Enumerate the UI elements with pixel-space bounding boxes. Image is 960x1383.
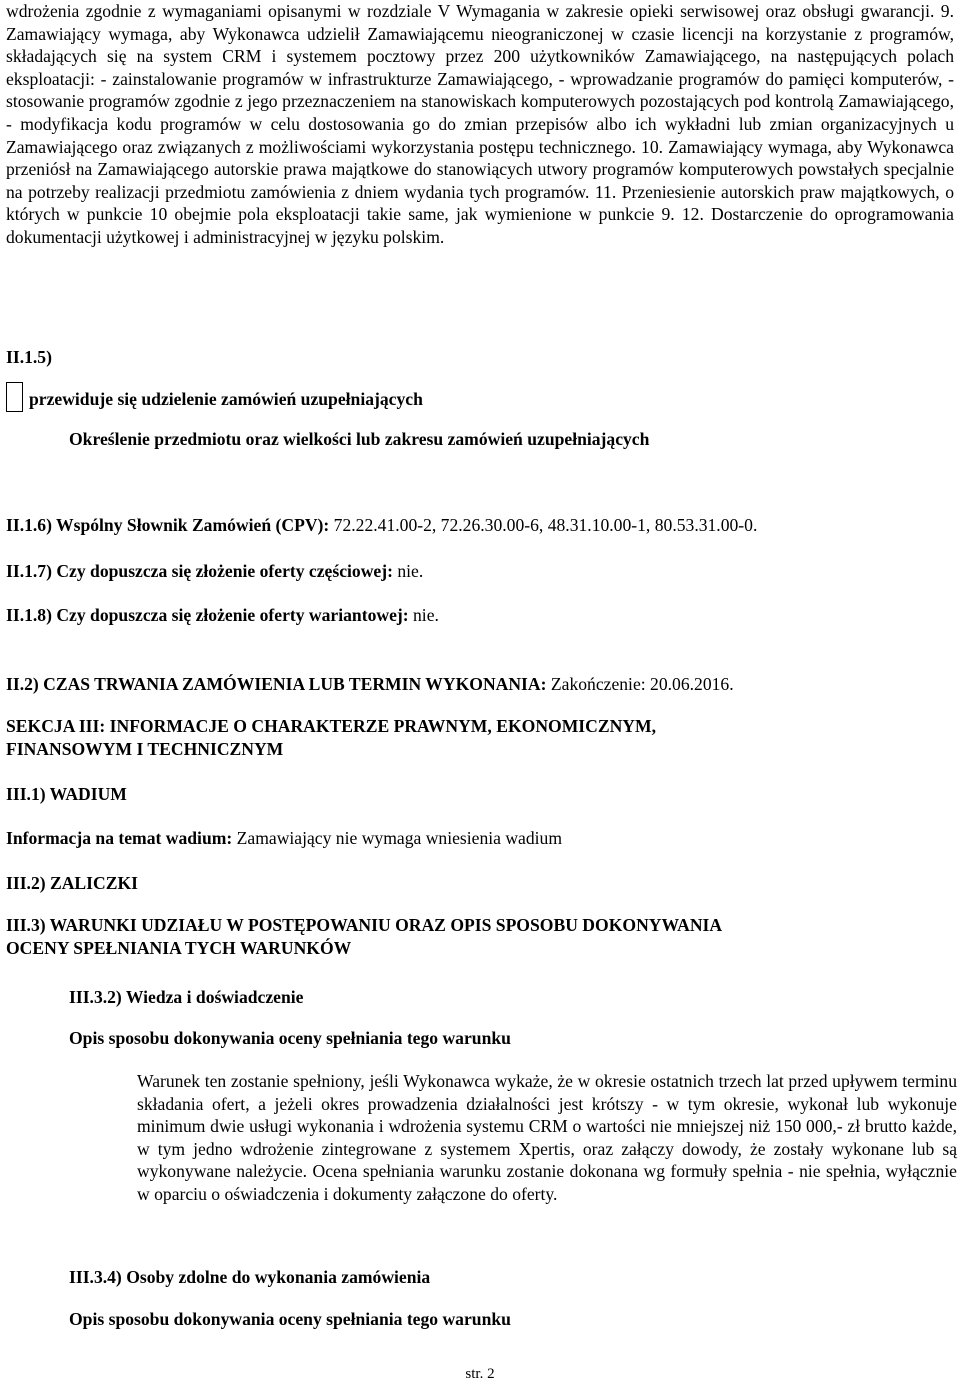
wadium-value: Zamawiający nie wymaga wniesienia wadium (232, 828, 563, 848)
czas-trwania-value: Zakończenie: 20.06.2016. (546, 674, 734, 694)
section-iii-3-2-heading: III.3.2) Wiedza i doświadczenie (69, 987, 304, 1007)
section-ii-1-5-heading: II.1.5) (6, 347, 52, 367)
wadium-info (6, 827, 562, 849)
section-ii-2 (6, 673, 734, 695)
section-iii-3-heading-line1: III.3) WARUNKI UDZIAŁU W POSTĘPOWANIU ORAZ OPIS SPOSOBU DOKONYWANIA (6, 915, 723, 935)
oferta-czesciowa-value: nie. (392, 561, 424, 581)
checkbox-label: przewiduje się udzielenie zamówień uzupełniających (29, 389, 423, 409)
czas-trwania-label: II.2) CZAS TRWANIA ZAMÓWIENIA LUB TERMIN WYKONANIA: (6, 674, 547, 694)
oferta-wariantowa-label: II.1.8) Czy dopuszcza się złożenie oferty wariantowej: (6, 605, 409, 625)
section-iii-3-2-desc-heading: Opis sposobu dokonywania oceny spełniania tego warunku (69, 1028, 511, 1048)
oferta-wariantowa-value: nie. (408, 605, 439, 625)
section-iii-2-heading: III.2) ZALICZKI (6, 873, 138, 893)
section-iii-title-line1: SEKCJA III: INFORMACJE O CHARAKTERZE PRAWNYM, EKONOMICZNYM, (6, 716, 657, 736)
section-ii-1-7 (6, 560, 423, 582)
cpv-label: II.1.6) Wspólny Słownik Zamówień (CPV): (6, 515, 330, 535)
wadium-label: Informacja na temat wadium: (6, 828, 233, 848)
section-iii-3-2-text: Warunek ten zostanie spełniony, jeśli Wykonawca wykaże, że w okresie ostatnich trzech lat przed upływem terminu składania ofert, a jeżeli okres prowadzenia działalności jest krótszy - w tym okresie, wykonał lub wykonuje minimum dwie usługi wykonania i wdrożenia systemu CRM o wartości nie mniejszej niż 150 000,- zł brutto każde, w tym jedno wdrożenie zintegrowane z systemem Xpertis, oraz załączy dowody, że zostały wykonane lub są wykonywane należycie. Ocena spełniania warunku zostanie dokonana wg formuły spełnia - nie spełnia, wyłącznie w oparciu o oświadczenia i dokumenty załączone do oferty. (137, 1071, 957, 1204)
section-ii-1-8 (6, 604, 439, 626)
section-iii-1-heading: III.1) WADIUM (6, 784, 127, 804)
section-iii-title-line2: FINANSOWYM I TECHNICZNYM (6, 739, 284, 759)
zamowienia-uzupelniajace-subheading: Określenie przedmiotu oraz wielkości lub zakresu zamówień uzupełniających (69, 429, 650, 449)
section-iii-3-4-heading: III.3.4) Osoby zdolne do wykonania zamówienia (69, 1267, 431, 1287)
page-number: str. 2 (465, 1366, 495, 1382)
cpv-value: 72.22.41.00-2, 72.26.30.00-6, 48.31.10.00-1, 80.53.31.00-0. (329, 515, 758, 535)
section-iii-3-4-desc-heading: Opis sposobu dokonywania oceny spełniania tego warunku (69, 1309, 511, 1329)
intro-paragraph: wdrożenia zgodnie z wymaganiami opisanymi w rozdziale V Wymagania w zakresie opieki serwisowej oraz obsługi gwarancji. 9. Zamawiający wymaga, aby Wykonawca udzielił Zamawiającemu nieograniczonej w czasie licencji na korzystanie z programów, składających się na system CRM i systemem pocztowy przez 200 użytkowników Zamawiającego, na następujących polach eksploatacji: - zainstalowanie programów w infrastrukturze Zamawiającego, - wprowadzanie programów do pamięci komputerów, - stosowanie programów zgodnie z jego przeznaczeniem na stanowiskach komputerowych pozostających pod kontrolą Zamawiającego, - modyfikacja kodu programów w celu dostosowania go do zmian przepisów albo ich wykładni lub zmian organizacyjnych u Zamawiającego oraz związanych z możliwościami wykorzystania postępu technicznego. 10. Zamawiający wymaga, aby Wykonawca przeniósł na Zamawiającego autorskie prawa majątkowe do stanowiących utwory programów komputerowych powstałych specjalnie na potrzeby realizacji przedmiotu zamówienia z dniem wydania tych programów. 11. Przeniesienie autorskich praw majątkowych, o których w punkcie 10 obejmie pola eksploatacji takie same, jak wymienione w punkcie 9. 12. Dostarczenie do oprogramowania dokumentacji użytkowej i administracyjnej w języku polskim. (6, 1, 954, 247)
checkbox-uzupelniajace[interactable] (6, 382, 23, 412)
section-iii-3-heading-line2: OCENY SPEŁNIANIA TYCH WARUNKÓW (6, 938, 352, 958)
section-ii-1-6 (6, 514, 757, 536)
oferta-czesciowa-label: II.1.7) Czy dopuszcza się złożenie oferty częściowej: (6, 561, 393, 581)
